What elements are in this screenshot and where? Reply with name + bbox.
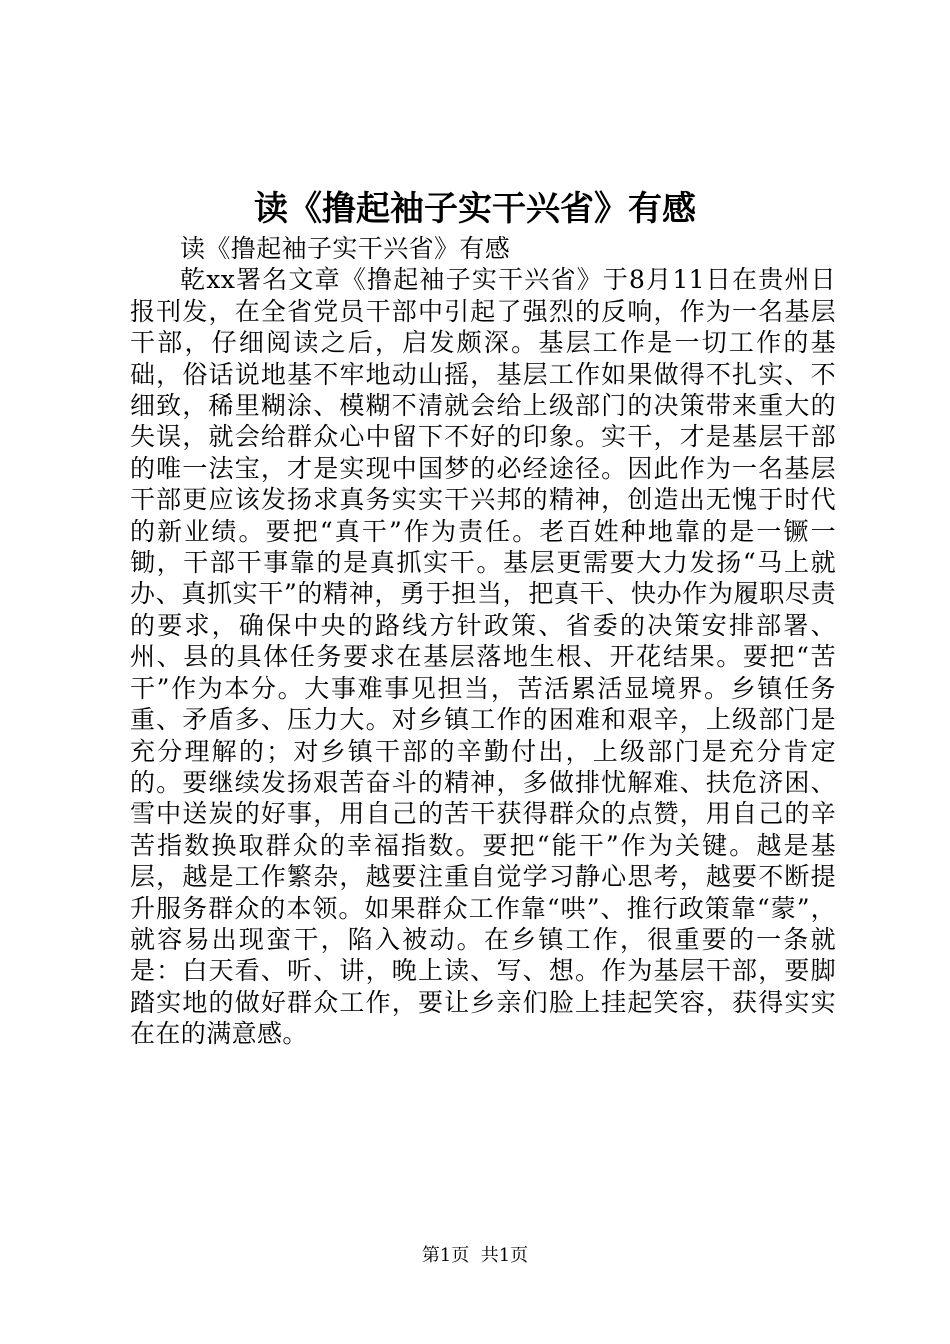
document-title: 读《撸起袖子实干兴省》有感	[254, 189, 696, 229]
document-body	[130, 233, 836, 1050]
body-paragraph: 乾xx署名文章《撸起袖子实干兴省》于8月11日在贵州日报刊发，在全省党员干部中引起了强烈的反响，作为一名基层干部，仔细阅读之后，启发颇深。基层工作是一切工作的基础，俗话说地基不牢地动山摇，基层工作如果做得不扎实、不细致，稀里糊涂、模糊不清就会给上级部门的决策带来重大的失误，就会给群众心中留下不好的印象。实干，才是基层干部的唯一法宝，才是实现中国梦的必经途径。因此作为一名基层干部更应该发扬求真务实实干兴邦的精神，创造出无愧于时代的新业绩。要把“真干”作为责任。老百姓种地靠的是一镢一锄，干部干事靠的是真抓实干。基层更需要大力发扬“马上就办、真抓实干”的精神，勇于担当，把真干、快办作为履职尽责的要求，确保中央的路线方针政策、省委的决策安排部署、州、县的具体任务要求在基层落地生根、开花结果。要把“苦干”作为本分。大事难事见担当，苦活累活显境界。乡镇任务重、矛盾多、压力大。对乡镇工作的困难和艰辛，上级部门是充分理解的；对乡镇干部的辛勤付出，上级部门是充分肯定的。要继续发扬艰苦奋斗的精神，多做排忧解难、扶危济困、雪中送炭的好事，用自己的苦干获得群众的点赞，用自己的辛苦指数换取群众的幸福指数。要把“能干”作为关键。越是基层，越是工作繁杂，越要注重自觉学习静心思考，越要不断提升服务群众的本领。如果群众工作靠“哄”、推行政策靠“蒙”，就容易出现蛮干，陷入被动。在乡镇工作，很重要的一条就是：白天看、听、讲，晚上读、写、想。作为基层干部，要脚踏实地的做好群众工作，要让乡亲们脸上挂起笑容，获得实实在在的满意感。	[130, 265, 836, 1049]
subtitle-line: 读《撸起袖子实干兴省》有感	[180, 234, 511, 263]
page-number-total: 共1页	[480, 1245, 529, 1266]
page-number-current: 第1页	[421, 1245, 470, 1266]
footer-separator	[469, 1245, 480, 1266]
page-footer	[0, 1244, 950, 1268]
